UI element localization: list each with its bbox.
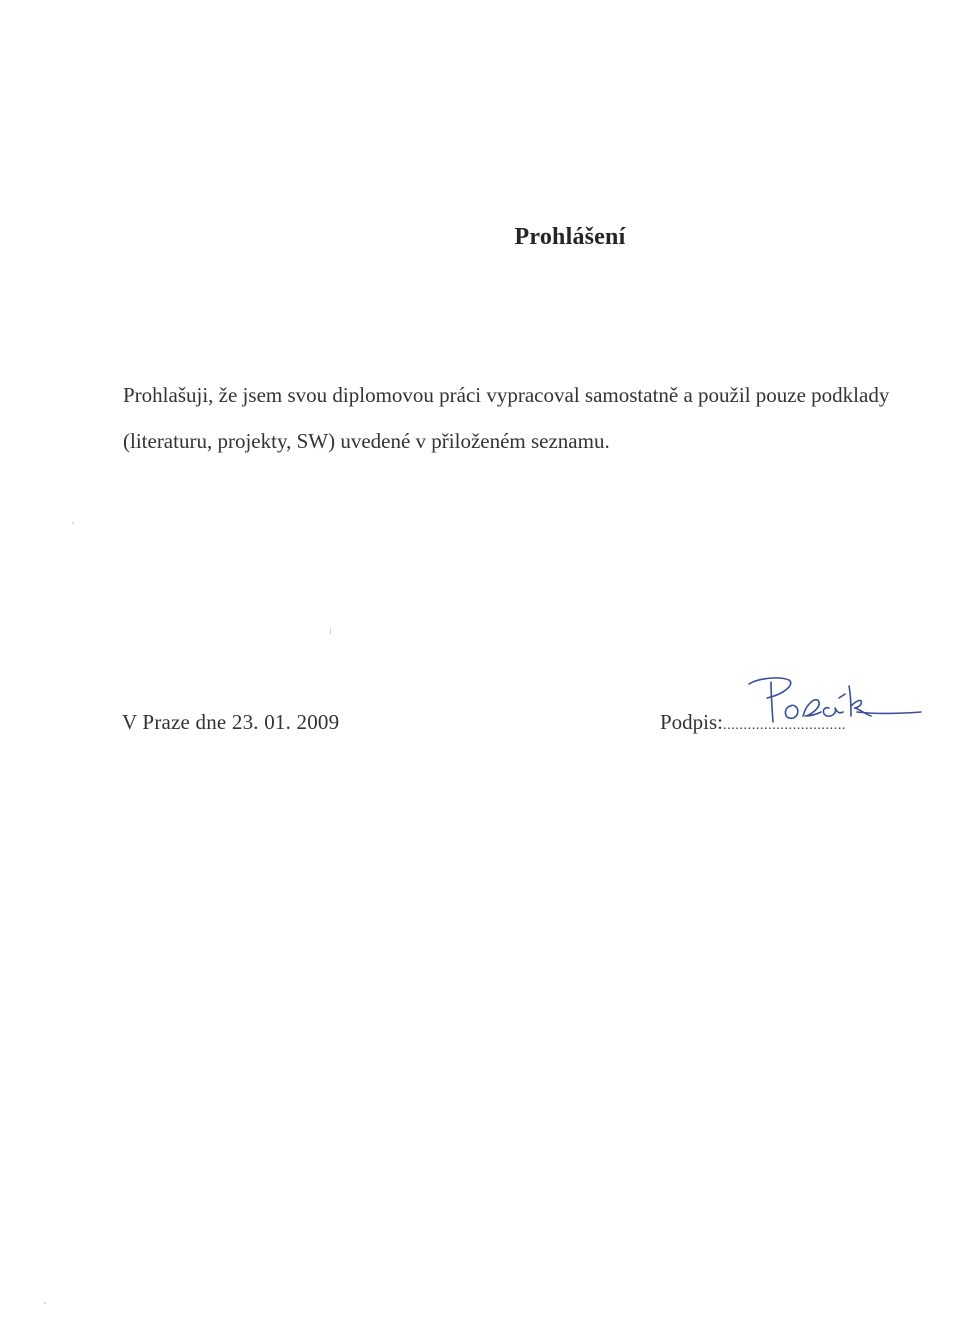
paragraph-line-2: (literaturu, projekty, SW) uvedené v přiloženém seznamu. [123, 429, 610, 453]
scan-speck [44, 1302, 46, 1304]
scan-speck [72, 522, 74, 524]
signature-dots: .............................. [723, 718, 847, 733]
paragraph-line-1: Prohlašuji, že jsem svou diplomovou práci vypracoval samostatně a použil pouze podklady [123, 383, 890, 407]
handwritten-signature [745, 672, 925, 732]
scan-speck [330, 628, 331, 634]
page-title: Prohlášení [514, 224, 626, 250]
place-and-date: V Praze dne 23. 01. 2009 [122, 710, 340, 734]
declaration-paragraph [123, 372, 960, 464]
signature-label: Podpis: [660, 710, 724, 734]
